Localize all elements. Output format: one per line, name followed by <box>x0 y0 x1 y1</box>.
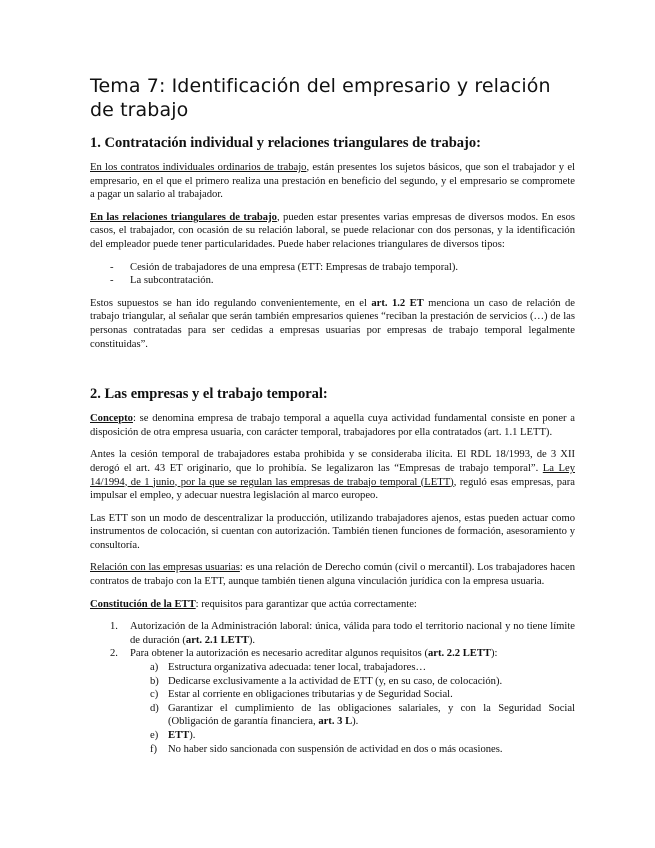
list-item <box>90 261 575 275</box>
article-reference: art. 1.2 ET <box>371 297 424 309</box>
list-item <box>130 702 575 729</box>
paragraph-antes <box>90 448 575 502</box>
list-item-text: Autorización de la Administración laboral: única, válida para todo el territorio nacional y no tiene límite de duración ( <box>130 621 575 646</box>
list-item-text: ). <box>248 634 256 646</box>
section-1-heading: 1. Contratación individual y relaciones triangulares de trabajo: <box>90 135 481 151</box>
section-spacer <box>90 360 575 385</box>
paragraph-contratos-ordinarios <box>90 161 575 202</box>
paragraph-text: menciona un caso de relación de trabajo triangular, al señalar que serán también empresarios quienes “reciban la prestación de servicios (…) de las personas contratadas para ser cedidas a empresas usuarias por empresas de trabajo temporal legalmente constituidas”. <box>90 297 575 350</box>
paragraph-text: Antes la cesión temporal de trabajadores estaba prohibida y se consideraba ilícita. El RDL 18/1993, de 3 XII derogó el art. 43 ET originario, que lo prohibía. Se legalizaron las “Empresas de trabajo temporal”. <box>90 449 575 474</box>
article-reference: art. 2.1 LETT <box>185 634 249 646</box>
article-reference: ETT <box>168 730 190 741</box>
section-1 <box>90 134 575 351</box>
paragraph-text: , están presentes los sujetos básicos, que son el trabajador y el empresario, en el que el primero realiza una prestación en beneficio del segundo, y el empresario se compromete a pagar un salario al trabajador. <box>90 162 575 201</box>
underlined-lead: En las relaciones triangulares de trabajo <box>90 211 277 223</box>
list-item <box>130 688 575 702</box>
list-item <box>90 274 575 288</box>
paragraph-text: : se denomina empresa de trabajo temporal a aquella cuya actividad fundamental consiste en poner a disposición de otra empresa usuaria, con carácter temporal, trabajadores por ella contratados (art. 1.1 LETT). <box>90 413 575 438</box>
list-item <box>130 743 575 757</box>
paragraph-concepto <box>90 412 575 439</box>
paragraph-ett: Las ETT son un modo de descentralizar la producción, utilizando trabajadores ajenos, estas pueden actuar como instrumentos de colocación, si cuentan con autorización. También tienen funciones de formación, asesoramiento y consultoría. <box>90 512 575 551</box>
list-item-text: Dedicarse exclusivamente a la actividad de ETT (y, en su caso, de colocación). <box>168 675 503 687</box>
law-reference: La Ley 14/1994, de 1 junio, por la que se regulan las empresas de trabajo temporal (LETT) <box>90 462 575 488</box>
list-number: 2. <box>110 648 118 660</box>
dash-marker: - <box>110 275 114 287</box>
list-item-text: ). <box>352 716 359 728</box>
list-item-text: No haber sido sancionada con suspensión de actividad en dos o más ocasiones. <box>168 743 503 755</box>
list-number: 1. <box>110 621 118 633</box>
paragraph-supuestos <box>90 297 575 351</box>
underlined-lead: Relación con las empresas usuarias <box>90 562 240 574</box>
paragraph-constitucion <box>90 598 575 612</box>
underlined-lead: Constitución de la ETT <box>90 598 196 610</box>
paragraph-text: Estos supuestos se han ido regulando convenientemente, en el <box>90 297 372 309</box>
list-item-text: ): <box>490 648 498 660</box>
article-reference: art. 3 L <box>318 716 353 728</box>
list-letter: a) <box>150 662 159 674</box>
triangular-types-list <box>90 261 575 288</box>
list-item-text: ). <box>189 730 196 741</box>
sub-requirements-list <box>130 661 575 756</box>
paragraph-text: , reguló esas empresas, para impulsar el empleo, y adecuar nuestra legislación al marco europeo. <box>90 476 576 502</box>
list-item <box>90 647 575 756</box>
list-item <box>90 620 575 647</box>
list-letter: b) <box>150 675 159 687</box>
paragraph-relacion <box>90 561 575 588</box>
list-item-text: Estar al corriente en obligaciones tributarias y de Seguridad Social. <box>168 689 453 701</box>
list-item-text: Cesión de trabajadores de una empresa (ETT: Empresas de trabajo temporal). <box>130 261 459 273</box>
list-letter: f) <box>150 743 158 755</box>
requirements-list <box>90 620 575 756</box>
list-letter: c) <box>150 689 159 701</box>
underlined-lead: En los contratos individuales ordinarios de trabajo <box>90 162 307 173</box>
list-item <box>130 661 575 675</box>
list-item-text: La subcontratación. <box>130 275 214 287</box>
list-item <box>130 729 575 743</box>
section-2-heading: 2. Las empresas y el trabajo temporal: <box>90 386 328 403</box>
paragraph-text: , pueden estar presentes varias empresas de diversos modos. En esos casos, el trabajador, con ocasión de su relación laboral, se puede relacionar con dos personas, y la identificación del empleador puede tener particularidades. Puede haber relaciones triangulares de diversos tipos: <box>90 211 575 250</box>
article-reference: art. 2.2 LETT <box>427 648 491 660</box>
underlined-lead: Concepto <box>90 413 133 425</box>
page-title: Tema 7: Identificación del empresario y relación de trabajo <box>90 75 551 121</box>
paragraph-text: : es una relación de Derecho común (civil o mercantil). Los trabajadores hacen contratos de trabajo con la ETT, aunque también tienen alguna vinculación jurídica con la empresa usuaria. <box>90 562 575 588</box>
dash-marker: - <box>110 261 114 273</box>
paragraph-text: : requisitos para garantizar que actúa correctamente: <box>195 598 417 610</box>
list-item <box>130 675 575 689</box>
paragraph-relaciones-triangulares <box>90 211 575 252</box>
list-letter: e) <box>150 730 159 741</box>
list-item-text: Para obtener la autorización es necesario acreditar algunos requisitos ( <box>130 648 428 660</box>
section-2 <box>90 385 575 756</box>
list-letter: d) <box>150 702 159 714</box>
list-item-text: Estructura organizativa adecuada: tener local, trabajadores… <box>168 662 427 674</box>
list-item-text: Garantizar el cumplimiento de las obligaciones salariales, y con la Seguridad Social (Obligación de garantía financiera, <box>168 702 575 728</box>
